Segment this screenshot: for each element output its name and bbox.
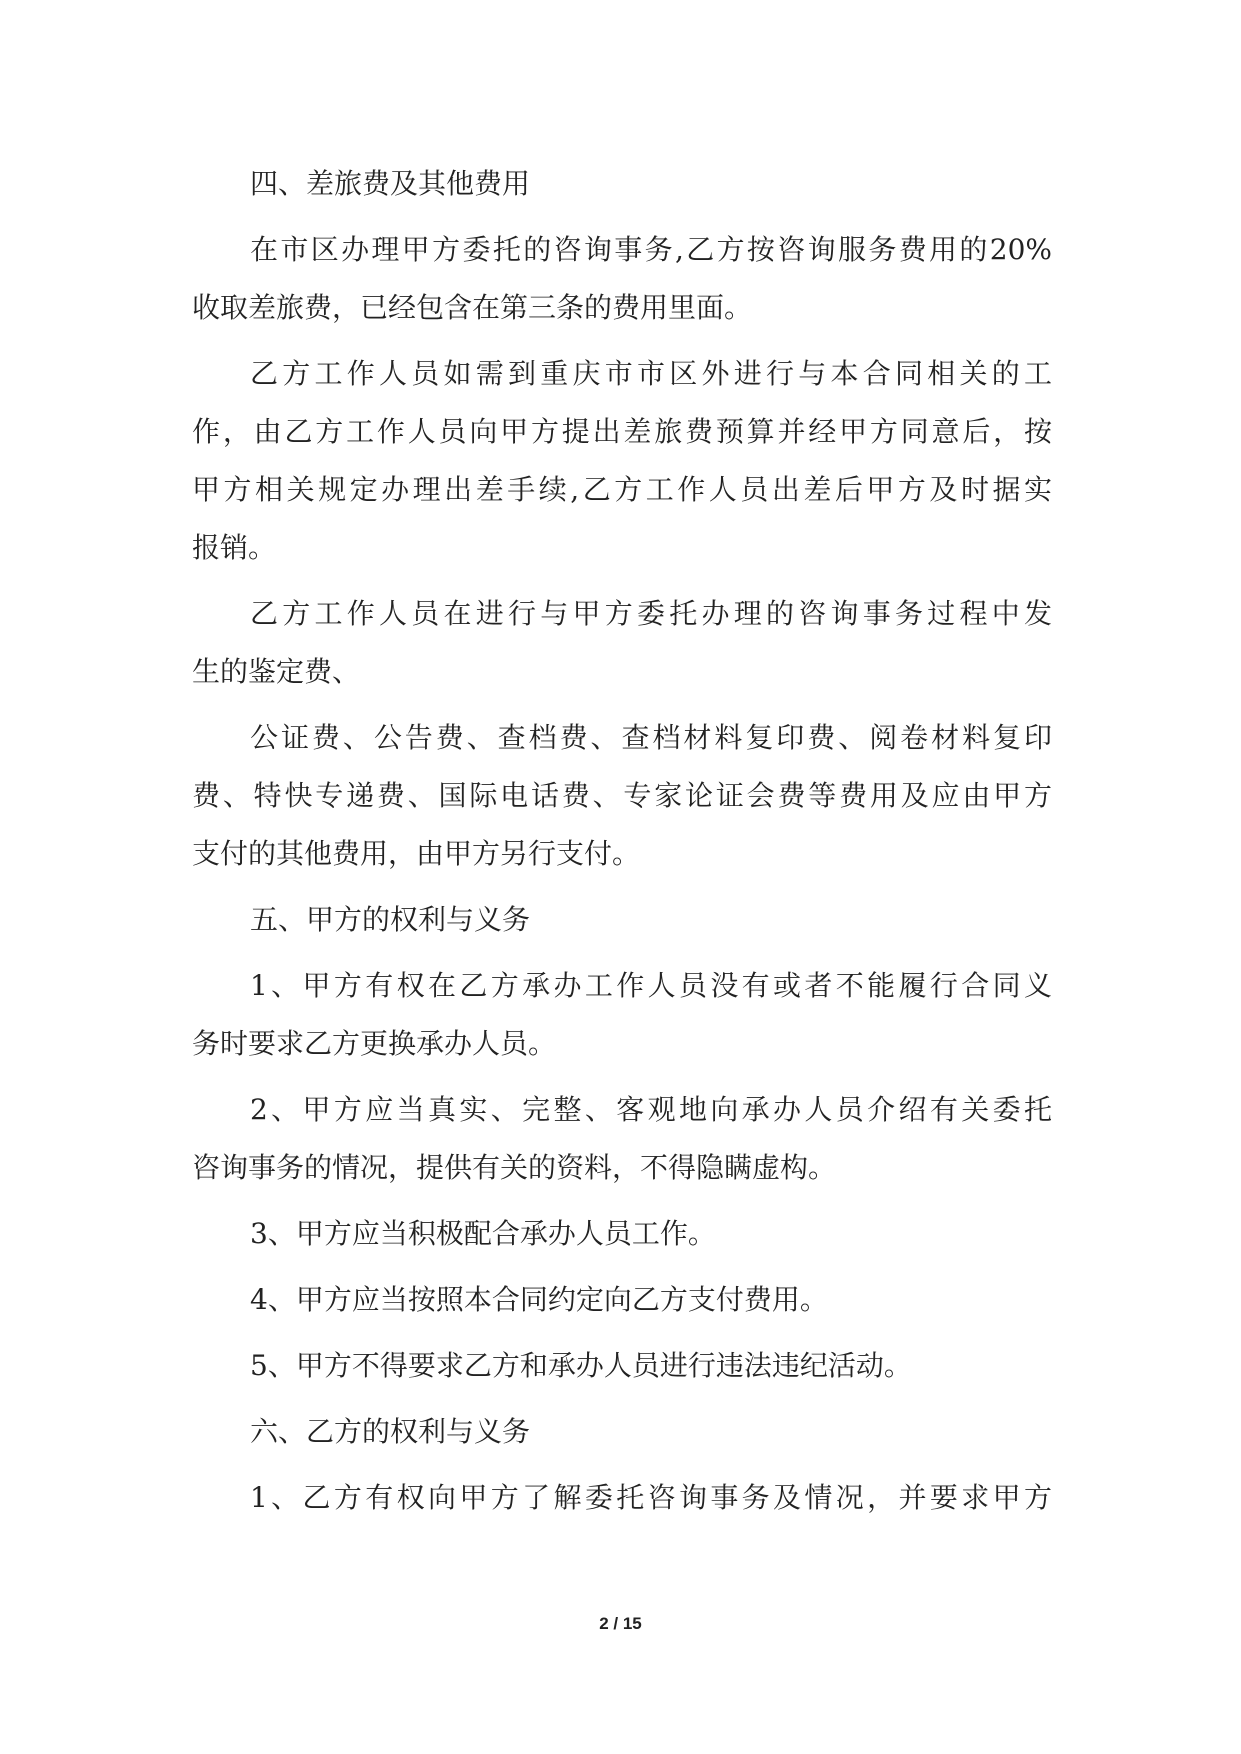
paragraph <box>192 345 1052 577</box>
paragraph <box>192 1205 1052 1263</box>
text-line: 1、乙方有权向甲方了解委托咨询事务及情况，并要求甲方 <box>250 1481 1052 1514</box>
section-heading-6: 六、乙方的权利与义务 <box>250 1415 531 1448</box>
text-line: 乙方工作人员如需到重庆市市区外进行与本合同相关的工 <box>250 357 1052 390</box>
text-line: 1、甲方有权在乙方承办工作人员没有或者不能履行合同义 <box>250 969 1052 1002</box>
section-heading-4: 四、差旅费及其他费用 <box>250 167 531 200</box>
paragraph <box>192 709 1052 883</box>
section-heading-5: 五、甲方的权利与义务 <box>250 903 531 936</box>
paragraph <box>192 1469 1052 1527</box>
text-line: 作，由乙方工作人员向甲方提出差旅费预算并经甲方同意后，按 <box>192 415 1052 448</box>
paragraph <box>192 957 1052 1073</box>
paragraph <box>192 1081 1052 1197</box>
text-line: 支付的其他费用，由甲方另行支付。 <box>192 837 641 870</box>
text-line: 3、甲方应当积极配合承办人员工作。 <box>250 1217 716 1250</box>
text-line: 生的鉴定费、 <box>192 655 361 688</box>
text-line: 甲方相关规定办理出差手续,乙方工作人员出差后甲方及时据实 <box>192 473 1052 506</box>
text-line: 2、甲方应当真实、完整、客观地向承办人员介绍有关委托 <box>250 1093 1052 1126</box>
paragraph <box>192 1337 1052 1395</box>
paragraph <box>192 221 1052 337</box>
document-body <box>192 155 1052 1527</box>
text-line: 乙方工作人员在进行与甲方委托办理的咨询事务过程中发 <box>250 597 1052 630</box>
paragraph <box>192 585 1052 701</box>
text-line: 收取差旅费，已经包含在第三条的费用里面。 <box>192 291 753 324</box>
text-line: 5、甲方不得要求乙方和承办人员进行违法违纪活动。 <box>250 1349 912 1382</box>
text-line: 咨询事务的情况，提供有关的资料，不得隐瞒虚构。 <box>192 1151 837 1184</box>
text-line: 4、甲方应当按照本合同约定向乙方支付费用。 <box>250 1283 828 1316</box>
text-line: 务时要求乙方更换承办人员。 <box>192 1027 557 1060</box>
text-line: 费、特快专递费、国际电话费、专家论证会费等费用及应由甲方 <box>192 779 1052 812</box>
text-line: 报销。 <box>192 531 277 564</box>
text-line: 公证费、公告费、查档费、查档材料复印费、阅卷材料复印 <box>250 721 1052 754</box>
text-line: 在市区办理甲方委托的咨询事务,乙方按咨询服务费用的20% <box>250 233 1052 266</box>
page-number: 2 / 15 <box>599 1614 642 1633</box>
paragraph <box>192 1271 1052 1329</box>
